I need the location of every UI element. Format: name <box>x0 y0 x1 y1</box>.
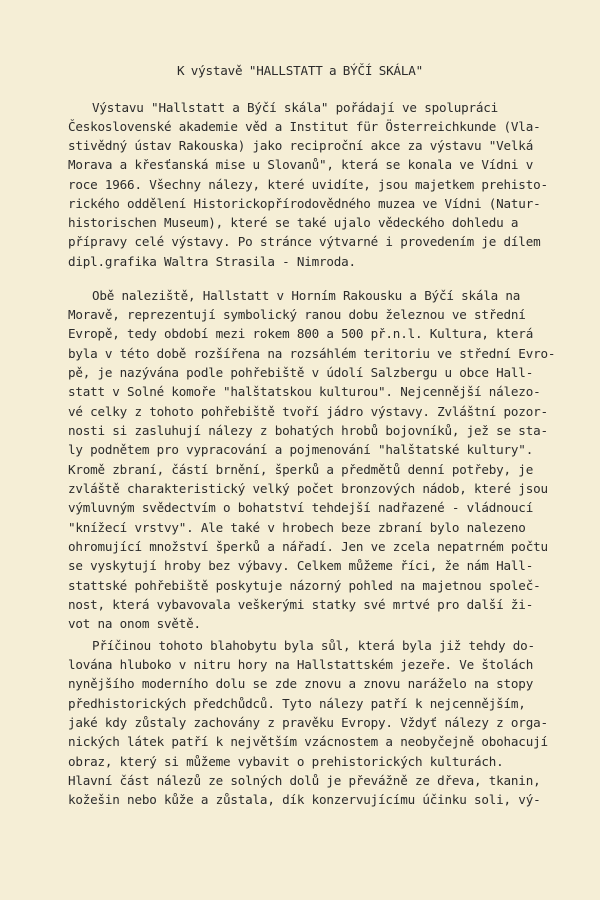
text-line: vot na onom světě. <box>68 616 201 631</box>
text-line: lována hluboko v nitru hory na Hallstattském jezeře. Ve štolách <box>68 657 534 672</box>
text-line: "knížecí vrstvy". Ale také v hrobech beze zbraní bylo nalezeno <box>68 520 526 535</box>
text-line: Morava a křesťanská mise u Slovanů", která se konala ve Vídni v <box>68 157 534 172</box>
text-line: ohromující množství šperků a nářadí. Jen ve zcela nepatrném počtu <box>68 539 548 554</box>
text-line: výmluvným svědectvím o bohatství tehdejší nadřazené - vládnoucí <box>68 500 534 515</box>
text-line: jaké kdy zůstaly zachovány z pravěku Evropy. Vždyť nálezy z orga- <box>68 715 548 730</box>
text-line: ly podnětem pro vypracování a pojmenování "halštatské kultury". <box>68 442 534 457</box>
text-line: obraz, který si můžeme vybavit o prehistorických kulturách. <box>68 754 504 769</box>
text-line: Československé akademie věd a Institut für Österreichkunde (Vla- <box>68 119 541 134</box>
text-line: Hlavní část nálezů ze solných dolů je převážně ze dřeva, tkanin, <box>68 773 541 788</box>
text-line: dipl.grafika Waltra Strasila - Nimroda. <box>68 254 356 269</box>
text-line: rického oddělení Historickopřírodovědného muzea ve Vídni (Natur- <box>68 196 541 211</box>
text-line: nynějšího moderního dolu se zde znovu a znovu naráželo na stopy <box>68 676 534 691</box>
text-line: nických látek patří k největším vzácnostem a neobyčejně obohacují <box>68 734 548 749</box>
text-line: byla v této době rozšířena na rozsáhlém teritoriu ve střední Evro- <box>68 346 556 361</box>
text-line: pě, je nazývána podle pohřebiště v údolí Salzbergu u obce Hall- <box>68 365 534 380</box>
text-line: stivědný ústav Rakouska) jako reciproční akce za výstavu "Velká <box>68 138 534 153</box>
text-line: Příčinou tohoto blahobytu byla sůl, která byla již tehdy do- <box>92 638 535 653</box>
text-line: vé celky z tohoto pohřebiště tvoří jádro výstavy. Zvláštní pozor- <box>68 404 548 419</box>
text-line: se vyskytují hroby bez výbavy. Celkem můžeme říci, že nám Hall- <box>68 558 534 573</box>
text-line: stattské pohřebiště poskytuje názorný pohled na majetnou společ- <box>68 578 541 593</box>
text-line: roce 1966. Všechny nálezy, které uvidíte, jsou majetkem prehisto- <box>68 177 548 192</box>
text-line: zvláště charakteristický velký počet bronzových nádob, které jsou <box>68 481 548 496</box>
text-line: přípravy celé výstavy. Po stránce výtvarné i provedením je dílem <box>68 234 541 249</box>
text-line: Evropě, tedy období mezi rokem 800 a 500 př.n.l. Kultura, která <box>68 326 534 341</box>
page-title: K výstavě "HALLSTATT a BÝČÍ SKÁLA" <box>177 63 423 78</box>
text-line: nost, která vybavovala veškerými statky své mrtvé pro další ži- <box>68 597 534 612</box>
text-line: statt v Solné komoře "halštatskou kulturou". Nejcennější nálezo- <box>68 384 541 399</box>
text-line: kožešin nebo kůže a zůstala, dík konzervujícímu účinku soli, vý- <box>68 792 541 807</box>
text-line: historischen Museum), které se také ujalo vědeckého dohledu a <box>68 215 519 230</box>
text-line: Obě naleziště, Hallstatt v Horním Rakousku a Býčí skála na <box>92 288 521 303</box>
text-line: Výstavu "Hallstatt a Býčí skála" pořádají ve spolupráci <box>92 100 499 115</box>
text-line: předhistorických předchůdců. Tyto nálezy patří k nejcennějším, <box>68 696 526 711</box>
text-line: Moravě, reprezentují symbolický ranou dobu železnou ve střední <box>68 307 526 322</box>
text-line: Kromě zbraní, částí brnění, šperků a předmětů denní potřeby, je <box>68 462 534 477</box>
text-line: nosti si zasluhují nálezy z bohatých hrobů bojovníků, jež se sta- <box>68 423 548 438</box>
